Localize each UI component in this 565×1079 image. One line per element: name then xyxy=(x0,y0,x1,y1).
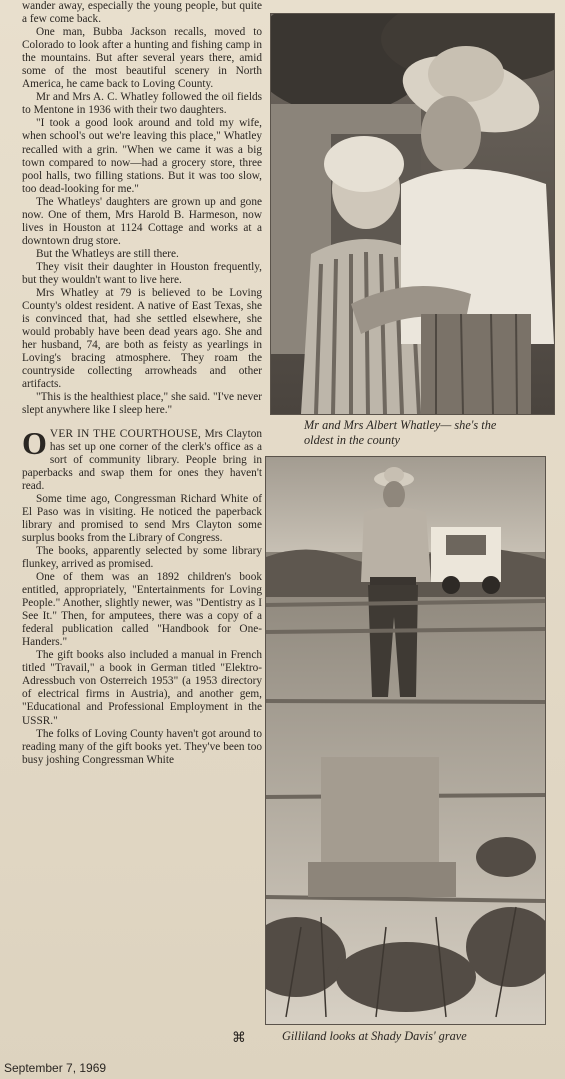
article-paragraph: The Whatleys' daughters are grown up and gone now. One of them, Mrs Harold B. Harmeson, now lives in Houston at 1124 Cottage and works at a downtown drug store. xyxy=(22,195,262,247)
article-paragraph: The books, apparently selected by some library flunkey, arrived as promised. xyxy=(22,544,262,570)
article-paragraph: "I took a good look around and told my wife, when school's out we're leaving this place," Whatley recalled with a grin. "When we came it was a big town compared to now—had a grocery store, three pool halls, two filling stations. But it was too slow, too dead-looking for me." xyxy=(22,117,262,195)
article-paragraph: Mr and Mrs A. C. Whatley followed the oil fields to Mentone in 1936 with their two daughters. xyxy=(22,91,262,117)
article-paragraph: They visit their daughter in Houston frequently, but they wouldn't want to live here. xyxy=(22,260,262,286)
drop-cap: O xyxy=(22,424,47,461)
article-paragraph: Mrs Whatley at 79 is believed to be Loving County's oldest resident. A native of East Texas, she is convinced that, had she settled elsewhere, she would probably have been dead years ago. She and her husband, 74, are both as feisty as yearlings in Loving's bracing atmosphere. They roam the countryside collecting arrowheads and other artifacts. xyxy=(22,287,262,391)
end-mark-icon: ⌘ xyxy=(232,1031,246,1046)
article-paragraph: Some time ago, Congressman Richard White of El Paso was in visiting. He noticed the paperback library and promised to send Mrs Clayton some surplus books from the Library of Congress. xyxy=(22,492,262,544)
article-paragraph: "This is the healthiest place," she said. "I've never slept anywhere like I sleep here." xyxy=(22,391,262,417)
article-paragraph: The folks of Loving County haven't got around to reading many of the gift books yet. They've been too busy joshing Congressman White xyxy=(22,727,262,766)
section-lead-paragraph xyxy=(22,424,262,493)
photo-whatley-couple xyxy=(270,13,555,415)
article-paragraph: But the Whatleys are still there. xyxy=(36,247,179,260)
page-date: September 7, 1969 xyxy=(4,1061,107,1075)
photo-caption-gilliland: Gilliland looks at Shady Davis' grave xyxy=(282,1029,467,1043)
photo-caption-whatley: Mr and Mrs Albert Whatley— she's the oldest in the county xyxy=(304,418,497,447)
section-lead-text: Mrs Clayton has set up one corner of the clerk's office as a sort of community library. People bring in paperbacks and swap them for ones they haven't read. xyxy=(22,427,262,492)
section-lead-caps: VER IN THE COURTHOUSE, xyxy=(49,427,202,440)
article-paragraph: One man, Bubba Jackson recalls, moved to Colorado to look after a hunting and fishing camp in the mountains. But after several years there, amid some of the most beautiful scenery in North America, he came back to Loving County. xyxy=(22,26,262,91)
article-paragraph: wander away, especially the young people, but quite a few come back. xyxy=(22,0,262,26)
photo-gilliland-grave xyxy=(265,456,546,1025)
article-paragraph: The gift books also included a manual in French titled "Travail," a book in German titled "Elektro-Adressbuch von Osterreich 1953" (a 1953 directory of electrical firms in Austria), and another gem, "Educational and Professional Employment in the USSR." xyxy=(22,649,262,727)
article-paragraph: One of them was an 1892 children's book entitled, appropriately, "Entertainments for Loving People." Another, slightly newer, was "Dentistry as I See It." Then, for amputees, there was a copy of a federal publication called "Handbook for One-Handers." xyxy=(22,571,262,649)
article-column xyxy=(22,0,262,767)
